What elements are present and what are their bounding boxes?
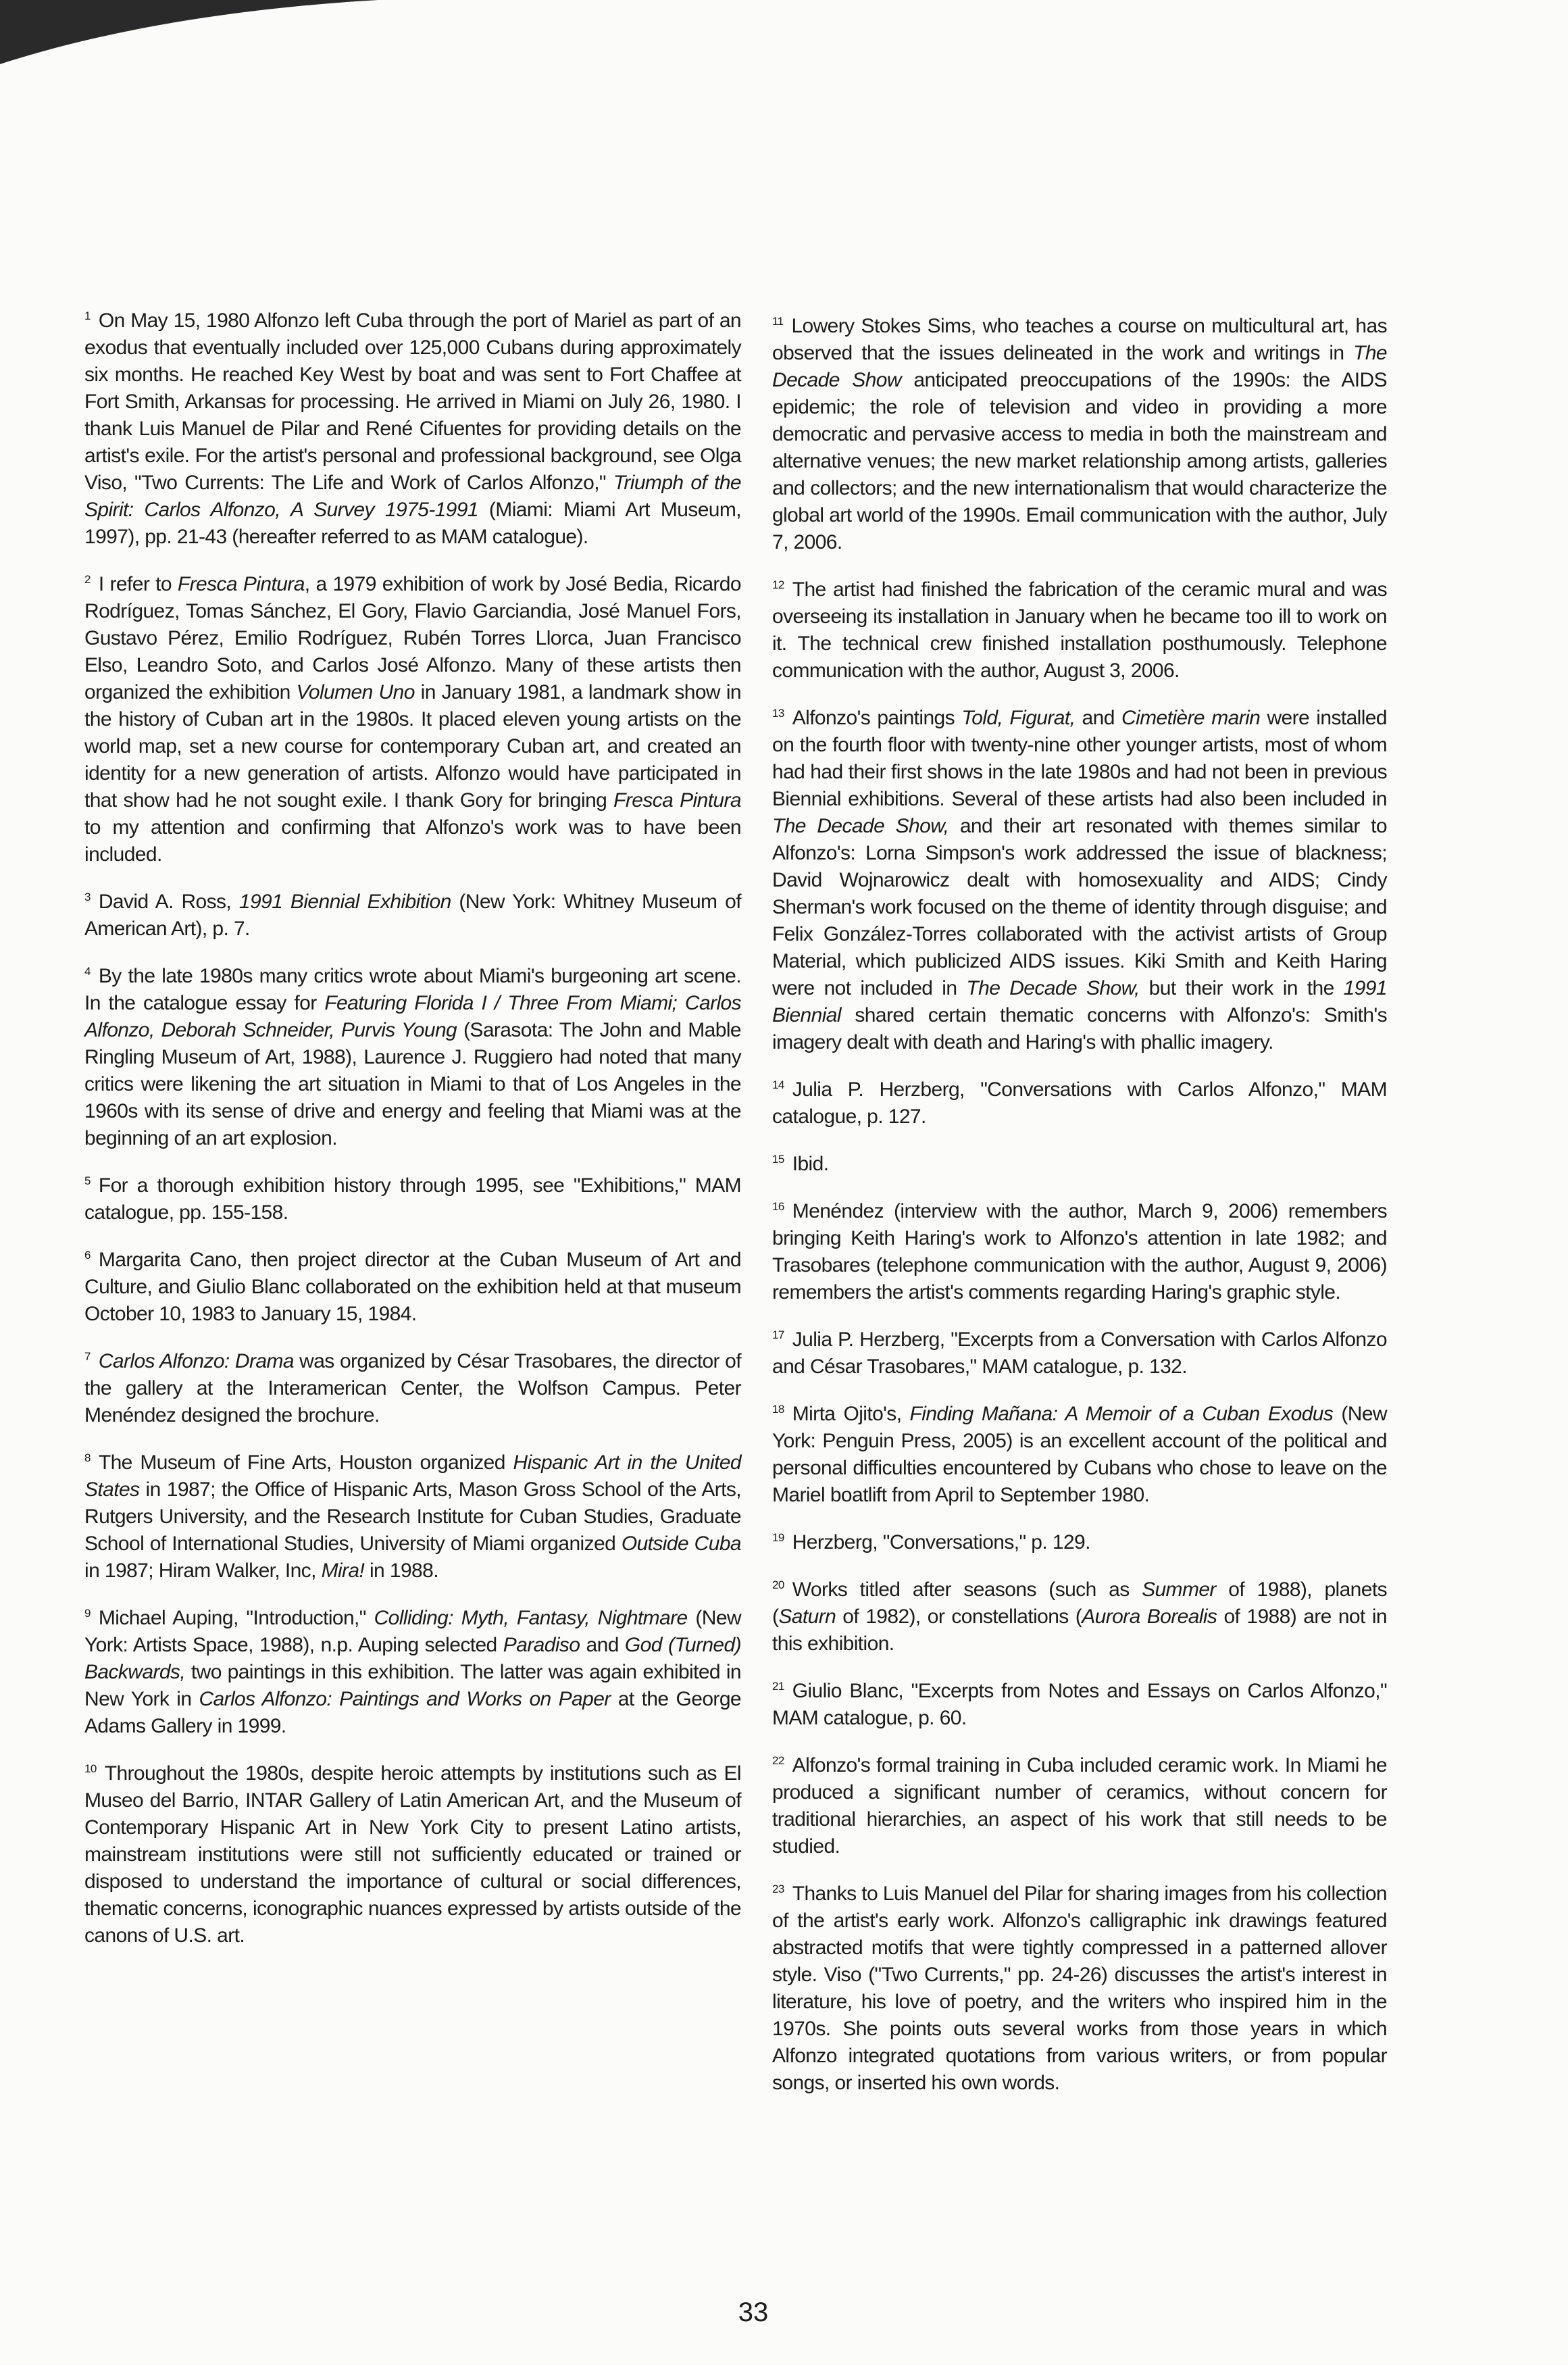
endnote-22 <box>772 1752 1387 1860</box>
endnote-text: shared certain thematic concerns with Alfonzo's: Smith's imagery dealt with death and Haring's with phallic imagery. <box>772 1004 1387 1053</box>
endnote-3 <box>84 889 741 943</box>
endnote-13 <box>772 705 1387 1056</box>
endnote-text: at the George Adams Gallery in 1999. <box>84 1688 741 1737</box>
endnote-number: 12 <box>772 578 784 591</box>
endnote-number: 16 <box>772 1200 784 1213</box>
italic-title: God (Turned) Backwards, <box>84 1634 741 1683</box>
endnote-text: On May 15, 1980 Alfonzo left Cuba through the port of Mariel as part of an exodus that eventually included over 125,000 Cubans during approximately six months. He reached Key West by boat and was sent to Fort Chaffee at Fort Smith, Arkansas for processing. He arrived in Miami on July 26, 1980. I thank Luis Manuel de Pilar and René Cifuentes for providing details on the artist's exile. For the artist's personal and professional background, see Olga Viso, "Two Currents: The Life and Work of Carlos Alfonzo," <box>84 309 741 494</box>
endnote-text: two paintings in this exhibition. The latter was again exhibited in New York in <box>84 1661 741 1710</box>
endnote-number: 6 <box>84 1249 91 1262</box>
endnote-20 <box>772 1576 1387 1658</box>
italic-title: Carlos Alfonzo: Paintings and Works on Paper <box>199 1688 611 1710</box>
endnote-text: and their art resonated with themes similar to Alfonzo's: Lorna Simpson's work addressed the issue of blackness; David Wojnarowicz dealt with homosexuality and AIDS; Cindy Sherman's work focused on the theme of identity through disguise; and Felix González-Torres collaborated with the activist artists of Group Material, which publicized AIDS issues. Kiki Smith and Keith Haring were not included in <box>772 815 1387 999</box>
endnote-number: 9 <box>84 1607 91 1620</box>
endnote-text: Alfonzo's formal training in Cuba included ceramic work. In Miami he produced a significant number of ceramics, without concern for traditional hierarchies, an aspect of his work that still needs to be studied. <box>772 1754 1387 1858</box>
endnote-text: Menéndez (interview with the author, March 9, 2006) remembers bringing Keith Haring's work to Alfonzo's attention in late 1982; and Trasobares (telephone communication with the author, August 9, 2006) remembers the artist's comments regarding Haring's graphic style. <box>772 1200 1387 1303</box>
endnote-text: Thanks to Luis Manuel del Pilar for sharing images from his collection of the artist's early work. Alfonzo's calligraphic ink drawings featured abstracted motifs that were tightly compressed in a patterned allover style. Viso ("Two Currents," pp. 24-26) discusses the artist's interest in literature, his love of poetry, and the writers who inspired him in the 1970s. She points outs several works from those years in which Alfonzo integrated quotations from various writers, or from popular songs, or inserted his own words. <box>772 1883 1387 2094</box>
endnote-text: The Museum of Fine Arts, Houston organized <box>98 1451 513 1474</box>
endnotes-left-column <box>84 307 741 1970</box>
endnote-16 <box>772 1198 1387 1306</box>
endnote-text: Julia P. Herzberg, "Conversations with Carlos Alfonzo," MAM catalogue, p. 127. <box>772 1078 1387 1128</box>
endnote-text: Alfonzo's paintings <box>792 707 962 729</box>
endnote-text: of 1982), or constellations ( <box>836 1605 1082 1628</box>
endnote-text: (New York: Penguin Press, 2005) is an excellent account of the political and personal difficulties encountered by Cubans who chose to leave on the Mariel boatlift from April to September 1980. <box>772 1403 1387 1506</box>
endnote-number: 19 <box>772 1531 784 1544</box>
endnote-number: 7 <box>84 1350 91 1363</box>
italic-title: Fresca Pintura <box>613 789 741 812</box>
endnote-number: 15 <box>772 1153 784 1166</box>
italic-title: Told, Figurat, <box>961 707 1076 729</box>
endnote-21 <box>772 1678 1387 1732</box>
endnote-text: (Sarasota: The John and Mable Ringling Museum of Art, 1988), Laurence J. Ruggiero had noted that many critics were likening the art situation in Miami to that of Los Angeles in the 1960s with its sense of drive and energy and feeling that Miami was at the beginning of an art explosion. <box>84 1019 741 1149</box>
italic-title: Volumen Uno <box>296 681 415 703</box>
italic-title: 1991 Biennial Exhibition <box>238 891 451 913</box>
endnote-text: were installed on the fourth floor with twenty-nine other younger artists, most of whom had had their first shows in the late 1980s and had not been in previous Biennial exhibitions. Several of these artists had also been included in <box>772 707 1387 810</box>
endnote-text: , a 1979 exhibition of work by José Bedia, Ricardo Rodríguez, Tomas Sánchez, El Gory, Flavio Garciandia, José Manuel Fors, Gustavo Pérez, Emilio Rodríguez, Rubén Torres Llorca, Juan Francisco Elso, Leandro Soto, and Carlos José Alfonzo. Many of these artists then organized the exhibition <box>84 573 741 703</box>
endnote-text: in 1987; Hiram Walker, Inc, <box>84 1560 322 1582</box>
endnote-number: 11 <box>772 315 784 328</box>
italic-title: Hispanic Art in the United States <box>84 1451 741 1501</box>
endnote-17 <box>772 1326 1387 1380</box>
endnote-text: but their work in the <box>1139 977 1344 999</box>
endnote-23 <box>772 1881 1387 2097</box>
endnote-number: 10 <box>84 1762 97 1775</box>
endnote-number: 20 <box>772 1578 784 1591</box>
endnote-15 <box>772 1151 1387 1178</box>
endnotes-right-column <box>772 313 1387 2117</box>
endnote-number: 3 <box>84 891 91 903</box>
endnote-5 <box>84 1172 741 1226</box>
endnote-text: Lowery Stokes Sims, who teaches a course on multicultural art, has observed that the issues delineated in the work and writings in <box>772 315 1387 364</box>
endnote-4 <box>84 963 741 1152</box>
endnote-number: 5 <box>84 1174 91 1187</box>
endnote-number: 1 <box>84 309 91 322</box>
endnote-text: (New York: Artists Space, 1988), n.p. Auping selected <box>84 1607 741 1656</box>
endnote-text: of 1988) are not in this exhibition. <box>772 1605 1387 1655</box>
italic-title: Outside Cuba <box>621 1533 741 1555</box>
endnote-7 <box>84 1348 741 1429</box>
endnote-text: of 1988), planets ( <box>772 1578 1387 1628</box>
endnote-number: 13 <box>772 707 784 720</box>
endnote-text: (Miami: Miami Art Museum, 1997), pp. 21-43 (hereafter referred to as MAM catalogue). <box>84 499 741 548</box>
endnote-10 <box>84 1760 741 1949</box>
italic-title: Cimetière marin <box>1121 707 1261 729</box>
endnote-text: Margarita Cano, then project director at the Cuban Museum of Art and Culture, and Giulio Blanc collaborated on the exhibition held at that museum October 10, 1983 to January 15, 1984. <box>84 1249 741 1325</box>
italic-title: 1991 Biennial <box>772 977 1387 1026</box>
endnote-18 <box>772 1401 1387 1509</box>
endnote-text: Ibid. <box>792 1153 829 1175</box>
endnote-14 <box>772 1076 1387 1130</box>
italic-title: Featuring Florida I / Three From Miami; Carlos Alfonzo, Deborah Schneider, Purvis Young <box>84 992 742 1041</box>
endnote-text: Mirta Ojito's, <box>792 1403 910 1425</box>
italic-title: Carlos Alfonzo: Drama <box>98 1350 294 1372</box>
endnote-19 <box>772 1529 1387 1556</box>
endnote-text: anticipated preoccupations of the 1990s: the AIDS epidemic; the role of television and video in providing a more democratic and pervasive access to media in both the mainstream and alternative venues; the new market relationship among artists, galleries and collectors; and the new internationalism that would characterize the global art world of the 1990s. Email communication with the author, July 7, 2006. <box>772 369 1387 553</box>
endnote-text: (New York: Whitney Museum of American Art), p. 7. <box>84 891 741 940</box>
endnote-number: 22 <box>772 1754 784 1767</box>
italic-title: Aurora Borealis <box>1082 1605 1217 1628</box>
endnote-number: 23 <box>772 1883 784 1895</box>
endnote-number: 2 <box>84 573 91 586</box>
endnote-text: in 1988. <box>364 1560 438 1582</box>
endnote-12 <box>772 576 1387 684</box>
endnote-text: was organized by César Trasobares, the director of the gallery at the Interamerican Center, the Wolfson Campus. Peter Menéndez designed the brochure. <box>84 1350 741 1426</box>
endnote-number: 21 <box>772 1680 784 1693</box>
page-number: 33 <box>738 2297 769 2327</box>
italic-title: The Decade Show, <box>966 977 1140 999</box>
scan-shadow-corner <box>0 0 405 74</box>
endnote-text: For a thorough exhibition history through 1995, see "Exhibitions," MAM catalogue, pp. 155-158. <box>84 1174 741 1224</box>
endnote-6 <box>84 1247 741 1328</box>
endnote-text: and <box>580 1634 625 1656</box>
endnote-text: Herzberg, "Conversations," p. 129. <box>792 1531 1090 1553</box>
endnote-text: Michael Auping, "Introduction," <box>98 1607 374 1629</box>
italic-title: The Decade Show <box>772 342 1387 391</box>
endnote-1 <box>84 307 741 551</box>
endnote-text: The artist had finished the fabrication of the ceramic mural and was overseeing its installation in January when he became too ill to work on it. The technical crew finished installation posthumously. Telephone communication with the author, August 3, 2006. <box>772 578 1387 682</box>
italic-title: Triumph of the Spirit: Carlos Alfonzo, A Survey 1975-1991 <box>84 472 742 521</box>
endnote-8 <box>84 1449 741 1585</box>
italic-title: Saturn <box>778 1605 836 1628</box>
endnote-text: Julia P. Herzberg, "Excerpts from a Conversation with Carlos Alfonzo and César Trasobares," MAM catalogue, p. 132. <box>772 1328 1387 1378</box>
endnote-text: Works titled after seasons (such as <box>792 1578 1142 1601</box>
endnote-text: I refer to <box>98 573 178 595</box>
endnote-number: 4 <box>84 965 91 978</box>
endnote-text: By the late 1980s many critics wrote about Miami's burgeoning art scene. In the catalogue essay for <box>84 965 741 1014</box>
endnote-text: David A. Ross, <box>98 891 239 913</box>
italic-title: Colliding: Myth, Fantasy, Nightmare <box>374 1607 688 1629</box>
endnote-number: 17 <box>772 1328 784 1341</box>
italic-title: Mira! <box>321 1560 365 1582</box>
endnote-text: to my attention and confirming that Alfonzo's work was to have been included. <box>84 816 741 866</box>
endnote-number: 8 <box>84 1451 91 1464</box>
italic-title: Fresca Pintura <box>177 573 305 595</box>
endnote-number: 14 <box>772 1078 784 1091</box>
endnote-2 <box>84 571 741 868</box>
endnote-11 <box>772 313 1387 556</box>
endnote-text: Throughout the 1980s, despite heroic attempts by institutions such as El Museo del Barrio, INTAR Gallery of Latin American Art, and the Museum of Contemporary Hispanic Art in New York City to present Latino artists, mainstream institutions were still not sufficiently educated or trained or disposed to understand the importance of cultural or social differences, thematic concerns, iconographic nuances expressed by artists outside of the canons of U.S. art. <box>84 1762 741 1947</box>
endnote-text: in January 1981, a landmark show in the history of Cuban art in the 1980s. It placed eleven young artists on the world map, set a new course for contemporary Cuban art, and created an identity for a new generation of artists. Alfonzo would have participated in that show had he not sought exile. I thank Gory for bringing <box>84 681 741 812</box>
endnote-text: Giulio Blanc, "Excerpts from Notes and Essays on Carlos Alfonzo," MAM catalogue, p. 60. <box>772 1680 1387 1729</box>
italic-title: Summer <box>1142 1578 1216 1601</box>
italic-title: Finding Mañana: A Memoir of a Cuban Exodus <box>909 1403 1334 1425</box>
endnote-text: in 1987; the Office of Hispanic Arts, Mason Gross School of the Arts, Rutgers University, and the Research Institute for Cuban Studies, Graduate School of International Studies, University of Miami organized <box>84 1478 741 1555</box>
endnote-number: 18 <box>772 1403 784 1416</box>
endnote-text: and <box>1075 707 1122 729</box>
italic-title: Paradiso <box>503 1634 580 1656</box>
endnote-9 <box>84 1605 741 1740</box>
italic-title: The Decade Show, <box>772 815 949 837</box>
